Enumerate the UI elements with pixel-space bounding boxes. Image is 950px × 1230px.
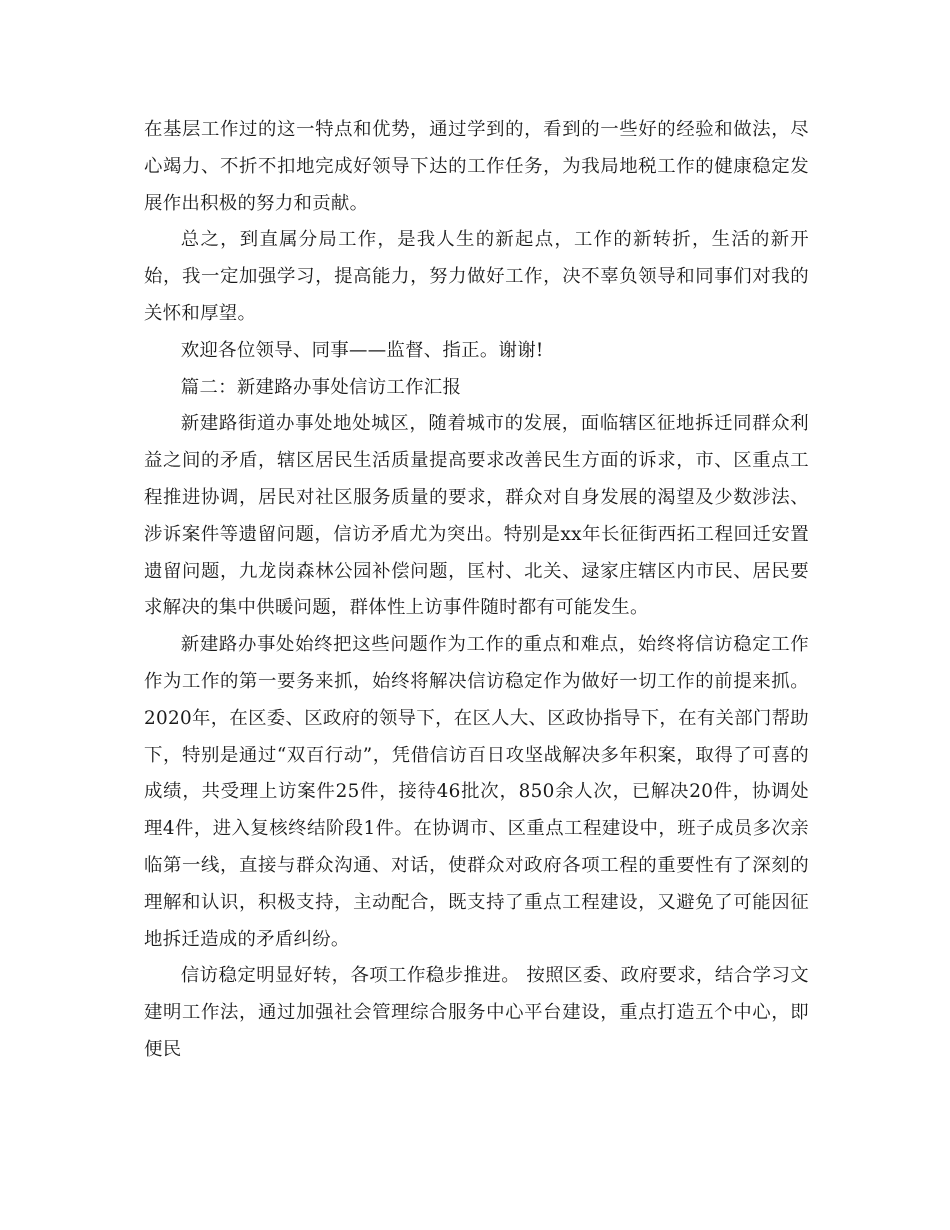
document-body (144, 112, 809, 1069)
section-heading: 篇二：新建路办事处信访工作汇报 (180, 376, 462, 398)
paragraph-background: 新建路街道办事处地处城区，随着城市的发展，面临辖区征地拆迁同群众利益之间的矛盾，辖区居民生活质量提高要求改善民生方面的诉求，市、区重点工程推进协调，居民对社区服务质量的要求，群众对自身发展的渴望及少数涉法、涉诉案件等遗留问题，信访矛盾尤为突出。特别是xx年长征街西拓工程回迁安置遗留问题，九龙岗森林公园补偿问题，匡村、北关、逯家庄辖区内市民、居民要求解决的集中供暖问题，群体性上访事件随时都有可能发生。 (144, 413, 809, 619)
paragraph-thanks: 欢迎各位领导、同事——监督、指正。谢谢! (180, 339, 544, 361)
paragraph-achievements: 新建路办事处始终把这些问题作为工作的重点和难点，始终将信访稳定工作作为工作的第一要务来抓，始终将解决信访稳定作为做好一切工作的前提来抓。2020年，在区委、区政府的领导下，在区人大、区政协指导下，在有关部门帮助下，特别是通过“双百行动”，凭借信访百日攻坚战解决多年积案，取得了可喜的成绩，共受理上访案件25件，接待46批次，850余人次，已解决20件，协调处理4件，进入复核终结阶段1件。在协调市、区重点工程建设中，班子成员多次亲临第一线，直接与群众沟通、对话，使群众对政府各项工程的重要性有了深刻的理解和认识，积极支持，主动配合，既支持了重点工程建设，又避免了可能因征地拆迁造成的矛盾纠纷。 (144, 634, 809, 950)
paragraph-conclusion: 总之，到直属分局工作，是我人生的新起点，工作的新转折，生活的新开始，我一定加强学习，提高能力，努力做好工作，决不辜负领导和同事们对我的关怀和厚望。 (144, 229, 809, 324)
paragraph-progress: 信访稳定明显好转，各项工作稳步推进。 按照区委、政府要求，结合学习文建明工作法，通过加强社会管理综合服务中心平台建设，重点打造五个中心，即便民 (144, 965, 809, 1060)
paragraph-continuation: 在基层工作过的这一特点和优势，通过学到的，看到的一些好的经验和做法，尽心竭力、不折不扣地完成好领导下达的工作任务，为我局地税工作的健康稳定发展作出积极的努力和贡献。 (144, 119, 809, 214)
